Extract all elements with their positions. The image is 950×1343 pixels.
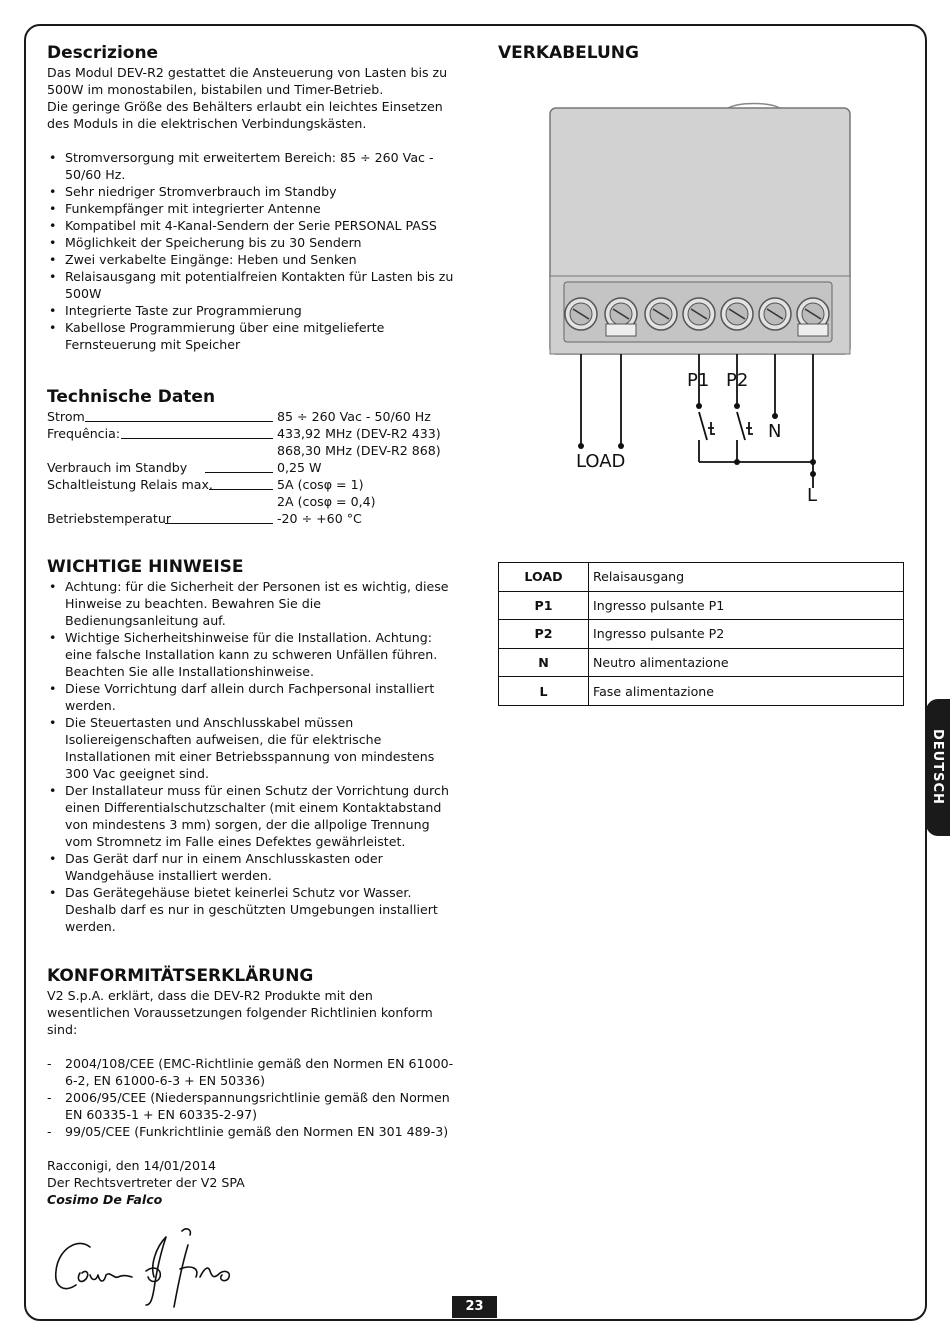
leader-line bbox=[85, 421, 273, 422]
feature-list bbox=[47, 149, 457, 353]
spec-value: 868,30 MHz (DEV-R2 868) bbox=[277, 443, 441, 458]
spec-row bbox=[47, 476, 457, 493]
spec-value: -20 ÷ +60 °C bbox=[277, 511, 362, 526]
hinweis-item: • Achtung: für die Sicherheit der Personen ist es wichtig, diese Hinweise zu beachten. Bewahren Sie die Bedienungsanleitung auf. bbox=[47, 578, 457, 629]
leader-line bbox=[165, 523, 273, 524]
hinweis-item: • Wichtige Sicherheitshinweise für die Installation. Achtung: eine falsche Installation kann zu schweren Unfällen führen. Beachten Sie alle Installationshinweise. bbox=[47, 629, 457, 680]
p2-label: P2 bbox=[726, 370, 749, 391]
p1-label: P1 bbox=[687, 370, 710, 391]
verkabelung-heading: VERKABELUNG bbox=[498, 43, 639, 63]
left-column bbox=[47, 42, 457, 1208]
spec-label: Frequência: bbox=[47, 426, 121, 441]
hinweis-item: • Der Installateur muss für einen Schutz der Vorrichtung durch einen Differentialschutzschalter (mit einem Kontaktabstand von mindestens 3 mm) sorgen, der die allpolige Trennung vom Stromnetz im Falle eines Defektes gewährleistet. bbox=[47, 782, 457, 850]
feature-item: • Sehr niedriger Stromverbrauch im Standby bbox=[47, 183, 457, 200]
feature-item: • Kabellose Programmierung über eine mitgelieferte Fernsteuerung mit Speicher bbox=[47, 319, 457, 353]
spec-label: Betriebstemperatur bbox=[47, 511, 171, 526]
feature-item: • Möglichkeit der Speicherung bis zu 30 Sendern bbox=[47, 234, 457, 251]
terminal-key: LOAD bbox=[499, 563, 589, 592]
hinweis-item: • Das Gerätegehäuse bietet keinerlei Schutz vor Wasser. Deshalb darf es nur in geschützten Umgebungen installiert werden. bbox=[47, 884, 457, 935]
descrizione-paragraph-2: Die geringe Größe des Behälters erlaubt ein leichtes Einsetzen des Moduls in die elektrischen Verbindungskästen. bbox=[47, 99, 443, 131]
hinweis-item: • Das Gerät darf nur in einem Anschlusskasten oder Wandgehäuse installiert werden. bbox=[47, 850, 457, 884]
spec-value: 0,25 W bbox=[277, 460, 322, 475]
representative: Der Rechtsvertreter der V2 SPA bbox=[47, 1175, 245, 1190]
feature-item: • Funkempfänger mit integrierter Antenne bbox=[47, 200, 457, 217]
hinweis-item: • Diese Vorrichtung darf allein durch Fachpersonal installiert werden. bbox=[47, 680, 457, 714]
place-date: Racconigi, den 14/01/2014 bbox=[47, 1158, 217, 1173]
table-row bbox=[499, 648, 904, 677]
right-column bbox=[498, 42, 904, 64]
terminal-desc: Ingresso pulsante P2 bbox=[589, 620, 904, 649]
table-row bbox=[499, 677, 904, 706]
feature-item: • Integrierte Taste zur Programmierung bbox=[47, 302, 457, 319]
load-label: LOAD bbox=[576, 451, 626, 472]
terminal-key: N bbox=[499, 648, 589, 677]
leader-line bbox=[121, 438, 273, 439]
directive-list bbox=[47, 1055, 457, 1140]
spec-value: 433,92 MHz (DEV-R2 433) bbox=[277, 426, 441, 441]
spec-row bbox=[47, 493, 457, 510]
leader-line bbox=[209, 489, 273, 490]
signature-image bbox=[50, 1225, 250, 1310]
spec-value: 85 ÷ 260 Vac - 50/60 Hz bbox=[277, 409, 431, 424]
terminal-desc: Relaisausgang bbox=[589, 563, 904, 592]
feature-item: • Zwei verkabelte Eingänge: Heben und Senken bbox=[47, 251, 457, 268]
terminal-key: L bbox=[499, 677, 589, 706]
konformitaet-heading: KONFORMITÄTSERKLÄRUNG bbox=[47, 966, 314, 986]
descrizione-heading: Descrizione bbox=[47, 43, 159, 63]
spec-label: Verbrauch im Standby bbox=[47, 460, 188, 475]
terminal-desc: Fase alimentazione bbox=[589, 677, 904, 706]
feature-item: • Stromversorgung mit erweitertem Bereich: 85 ÷ 260 Vac - 50/60 Hz. bbox=[47, 149, 457, 183]
terminal-table bbox=[498, 562, 904, 706]
leader-line bbox=[205, 472, 273, 473]
directive-item: - 2006/95/CEE (Niederspannungsrichtlinie gemäß den Normen EN 60335-1 + EN 60335-2-97) bbox=[47, 1089, 457, 1123]
terminal-key: P2 bbox=[499, 620, 589, 649]
feature-item: • Kompatibel mit 4-Kanal-Sendern der Serie PERSONAL PASS bbox=[47, 217, 457, 234]
table-row bbox=[499, 591, 904, 620]
spec-row bbox=[47, 425, 457, 442]
spec-row bbox=[47, 459, 457, 476]
language-tab bbox=[926, 699, 950, 836]
konformitaet-intro: V2 S.p.A. erklärt, dass die DEV-R2 Produkte mit den wesentlichen Voraussetzungen folgender Richtlinien konform sind: bbox=[47, 988, 433, 1037]
directive-item: - 2004/108/CEE (EMC-Richtlinie gemäß den Normen EN 61000-6-2, EN 61000-6-3 + EN 50336) bbox=[47, 1055, 457, 1089]
terminal-desc: Ingresso pulsante P1 bbox=[589, 591, 904, 620]
spec-row bbox=[47, 442, 457, 459]
spec-row bbox=[47, 408, 457, 425]
l-label: L bbox=[807, 485, 818, 506]
feature-item: • Relaisausgang mit potentialfreien Kontakten für Lasten bis zu 500W bbox=[47, 268, 457, 302]
spec-label: Schaltleistung Relais max. bbox=[47, 477, 213, 492]
spec-value: 5A (cosφ = 1) bbox=[277, 477, 364, 492]
hinweise-list bbox=[47, 578, 457, 935]
terminal-desc: Neutro alimentazione bbox=[589, 648, 904, 677]
hinweise-heading: WICHTIGE HINWEISE bbox=[47, 557, 244, 577]
language-tab-label: DEUTSCH bbox=[930, 729, 945, 805]
spec-row bbox=[47, 510, 457, 527]
spec-label: Strom bbox=[47, 409, 85, 424]
descrizione-paragraph-1: Das Modul DEV-R2 gestattet die Ansteuerung von Lasten bis zu 500W im monostabilen, bistabilen und Timer-Betrieb. bbox=[47, 65, 448, 97]
spec-value: 2A (cosφ = 0,4) bbox=[277, 494, 376, 509]
hinweis-item: • Die Steuertasten und Anschlusskabel müssen Isoliereigenschaften aufweisen, die für elektrische Installationen mit einer Betriebsspannung von mindestens 300 Vac geeignet sind. bbox=[47, 714, 457, 782]
page-number: 23 bbox=[452, 1296, 497, 1318]
wiring-diagram bbox=[540, 98, 860, 508]
table-row bbox=[499, 563, 904, 592]
signatory-name: Cosimo De Falco bbox=[47, 1192, 163, 1207]
spec-table bbox=[47, 408, 457, 527]
table-row bbox=[499, 620, 904, 649]
n-label: N bbox=[768, 421, 782, 442]
technische-daten-heading: Technische Daten bbox=[47, 387, 216, 407]
directive-item: - 99/05/CEE (Funkrichtlinie gemäß den Normen EN 301 489-3) bbox=[47, 1123, 457, 1140]
terminal-key: P1 bbox=[499, 591, 589, 620]
